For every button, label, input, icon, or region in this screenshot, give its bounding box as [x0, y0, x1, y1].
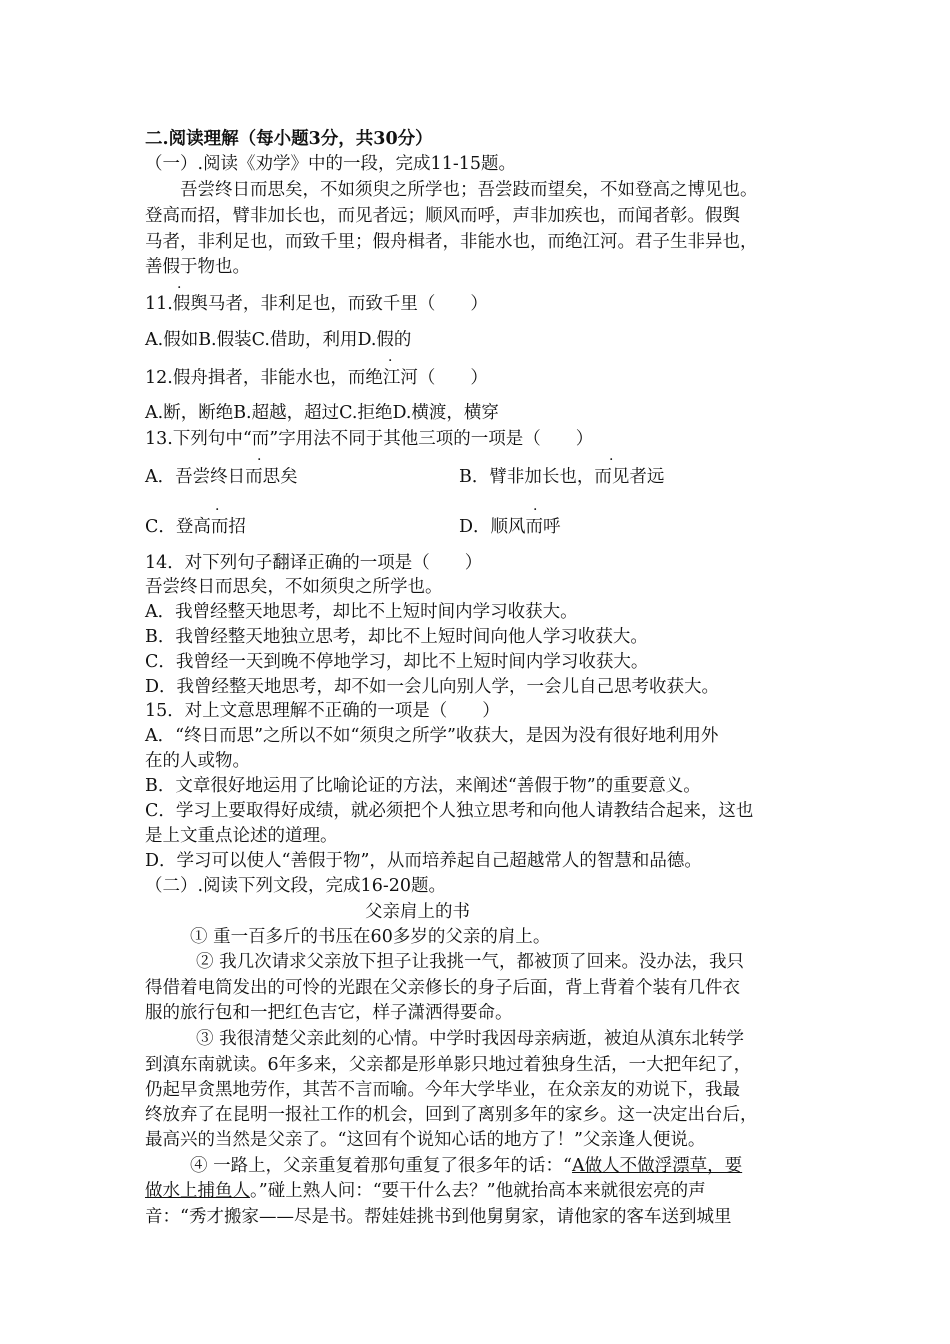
q14-option-d: D．我曾经整天地思考，却不如一会儿向别人学，一会儿自己思考收获大。: [145, 677, 720, 697]
emphasis-dot: ·: [533, 502, 538, 518]
q14-option-b: B．我曾经整天地独立思考，却比不上短时间向他人学习收获大。: [145, 627, 648, 647]
q11-options: A.假如B.假装C.借助，利用D.假的: [145, 330, 412, 350]
part2-intro: （二）.阅读下列文段，完成16-20题。: [145, 876, 447, 896]
q15-option-a-cont: 在的人或物。: [145, 751, 250, 771]
q15-option-d: D．学习可以使人“善假于物”，从而培养起自己超越常人的智慧和品德。: [145, 851, 702, 871]
paragraph-3-line: ③ 我很清楚父亲此刻的心情。中学时我因母亲病逝，被迫从滇东北转学: [196, 1029, 745, 1049]
q13-option-c: C．登高而招: [145, 517, 246, 537]
paragraph-2-line: ② 我几次请求父亲放下担子让我挑一气，都被顶了回来。没办法，我只: [196, 952, 745, 972]
q14-option-a: A．我曾经整天地思考，却比不上短时间内学习收获大。: [145, 602, 578, 622]
paragraph-3-line: 最高兴的当然是父亲了。“这回有个说知心话的地方了！”父亲逢人便说。: [145, 1130, 706, 1150]
q13-option-b: B．臂非加长也，而见者远: [459, 467, 665, 487]
paragraph-4-line: [190, 1153, 742, 1179]
passage-line: 马者，非利足也，而致千里；假舟楫者，非能水也，而绝江河。君子生非异也，: [145, 232, 758, 252]
q15-stem: 15．对上文意思理解不正确的一项是（ ）: [145, 701, 500, 721]
q13-option-d: D．顺风而呼: [459, 517, 561, 537]
passage-line: 善假于物也。: [145, 257, 250, 277]
q15-option-c: C．学习上要取得好成绩，就必须把个人独立思考和向他人请教结合起来，这也: [145, 801, 754, 821]
passage-line: 登高而招，臂非加长也，而见者远；顺风而呼，声非加疾也，而闻者彰。假舆: [145, 206, 740, 226]
emphasis-dot: ·: [609, 452, 614, 468]
paragraph-4-text: 。”碰上熟人问：“要干什么去？”他就抬高本来就很宏亮的声: [250, 1181, 706, 1201]
paragraph-1: ① 重一百多斤的书压在60多岁的父亲的肩上。: [190, 927, 551, 947]
q15-option-a: A．“终日而思”之所以不如“须臾之所学”收获大，是因为没有很好地利用外: [145, 726, 719, 746]
emphasis-dot: ·: [215, 502, 220, 518]
underlined-quote: A做人不做浮漂草，要: [572, 1156, 743, 1176]
article-title: 父亲肩上的书: [365, 902, 470, 922]
q13-stem: 13.下列句中“而”字用法不同于其他三项的一项是（ ）: [145, 429, 594, 449]
part1-intro: （一）.阅读《劝学》中的一段，完成11-15题。: [145, 154, 517, 174]
paragraph-4-text: ④ 一路上，父亲重复着那句重复了很多年的话：“: [190, 1156, 573, 1176]
paragraph-4-line: 音：“秀才搬家——尽是书。帮娃娃挑书到他舅舅家，请他家的客车送到城里: [145, 1207, 732, 1227]
emphasis-dot: ·: [388, 353, 393, 369]
q12-options: A.断，断绝B.超越，超过C.拒绝D.横渡，横穿: [145, 403, 499, 423]
paragraph-4-line: [145, 1178, 706, 1204]
underlined-quote: 做水上捕鱼人: [145, 1181, 250, 1201]
q14-sentence: 吾尝终日而思矣，不如须臾之所学也。: [145, 577, 443, 597]
q11-stem: 11.假舆马者，非利足也，而致千里（ ）: [145, 294, 488, 314]
emphasis-dot: ·: [257, 452, 262, 468]
paragraph-3-line: 仍起早贪黑地劳作，其苦不言而喻。今年大学毕业，在众亲友的劝说下，我最: [145, 1080, 740, 1100]
q14-stem: 14．对下列句子翻译正确的一项是（ ）: [145, 553, 483, 573]
q15-option-b: B．文章很好地运用了比喻论证的方法，来阐述“善假于物”的重要意义。: [145, 776, 701, 796]
q15-option-c-cont: 是上文重点论述的道理。: [145, 826, 338, 846]
q13-option-a: A．吾尝终日而思矣: [145, 467, 298, 487]
q14-option-c: C．我曾经一天到晚不停地学习，却比不上短时间内学习收获大。: [145, 652, 649, 672]
paragraph-2-line: 服的旅行包和一把红色吉它，样子潇洒得要命。: [145, 1003, 513, 1023]
passage-line: 吾尝终日而思矣，不如须臾之所学也；吾尝跂而望矣，不如登高之博见也。: [180, 180, 758, 200]
paragraph-3-line: 到滇东南就读。6年多来，父亲都是形单影只地过着独身生活，一大把年纪了，: [145, 1055, 752, 1075]
section-title: 二.阅读理解（每小题3分，共30分）: [145, 129, 433, 149]
paragraph-3-line: 终放弃了在昆明一报社工作的机会，回到了离别多年的家乡。这一决定出台后，: [145, 1105, 758, 1125]
q12-stem: 12.假舟揖者，非能水也，而绝江河（ ）: [145, 368, 488, 388]
paragraph-2-line: 得借着电筒发出的可怜的光跟在父亲修长的身子后面，背上背着个装有几件衣: [145, 978, 740, 998]
emphasis-dot: ·: [177, 280, 182, 296]
